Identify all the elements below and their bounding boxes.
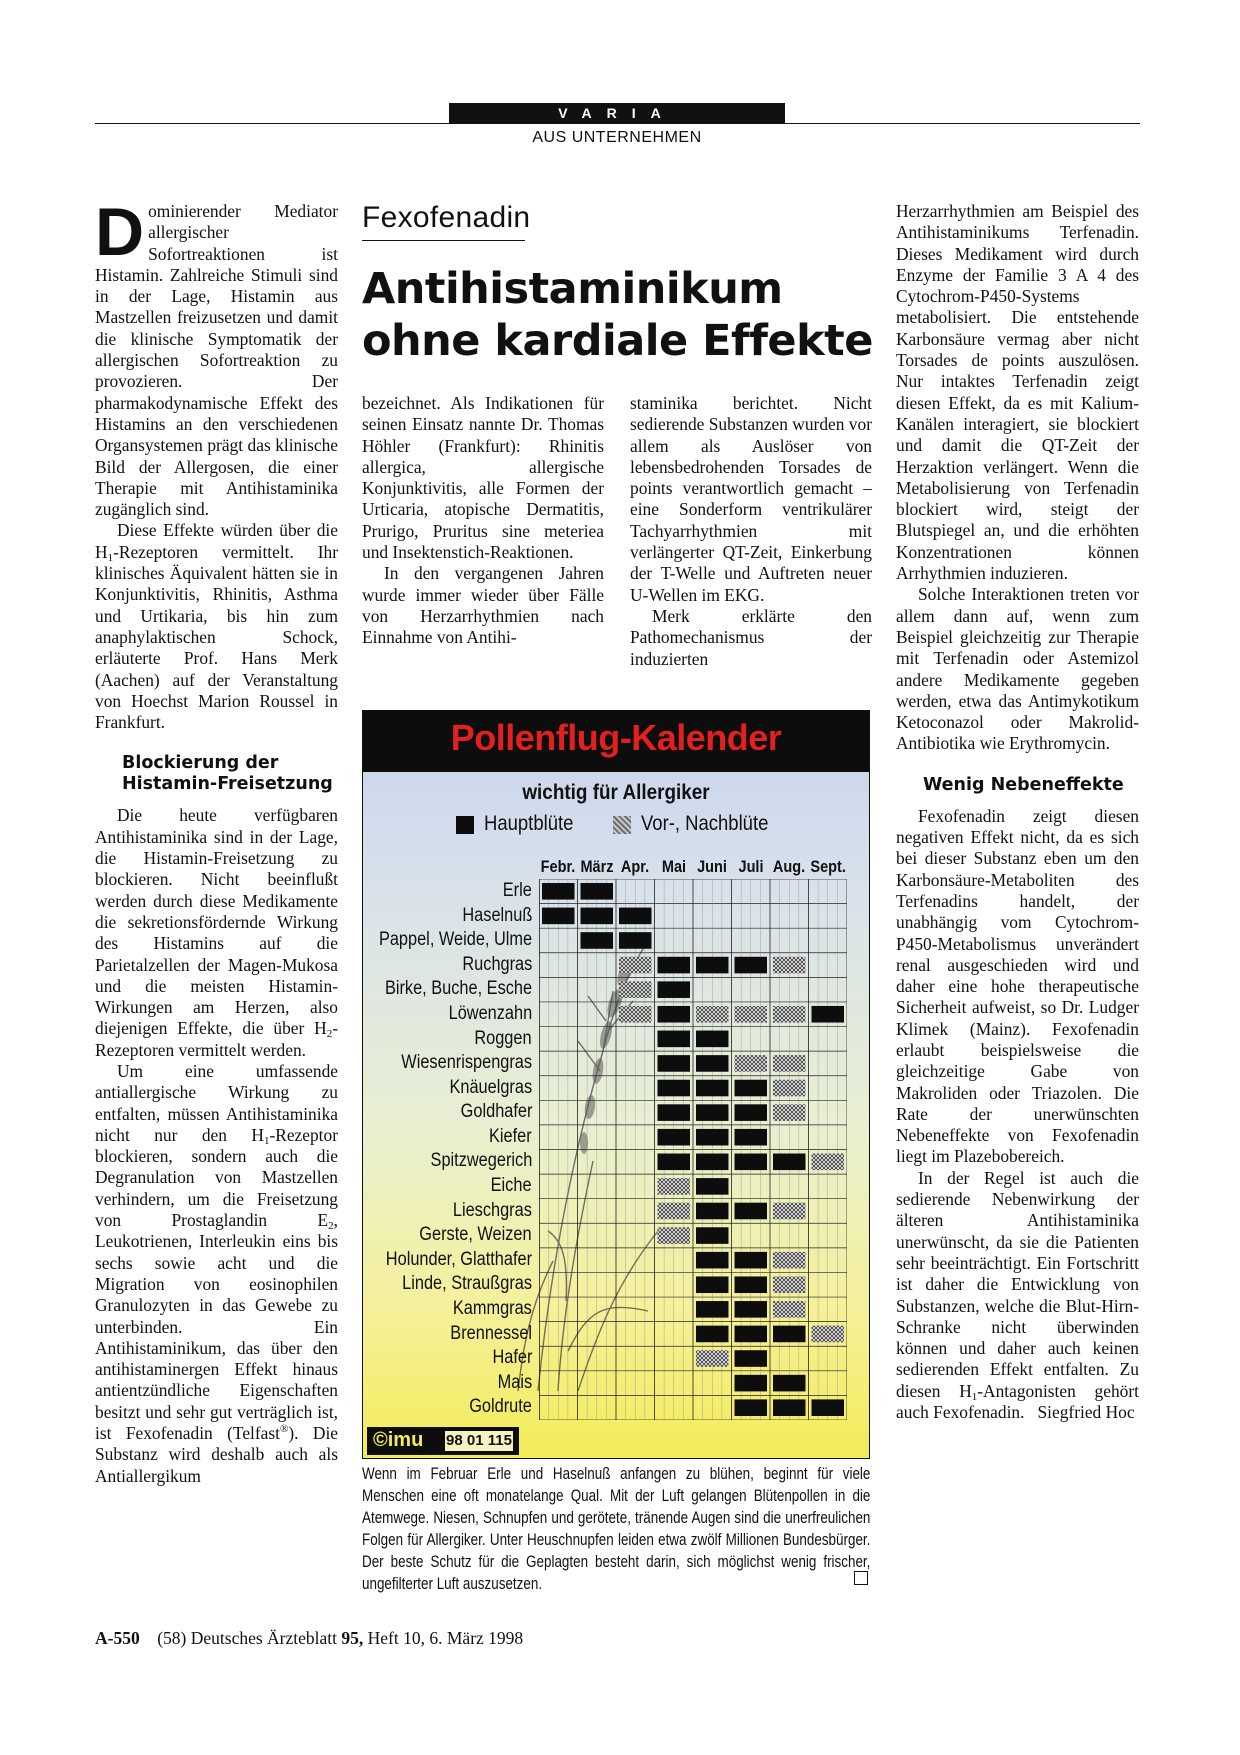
month-label: Juni	[697, 858, 728, 876]
month-label: Febr.	[540, 858, 576, 876]
paragraph: Um eine umfassende antiallergische Wirkung zu entfalten, müssen Antihistaminika nicht nur den $H_1$-Rezeptor blockieren, sondern auch die Degranulation von Mastzellen verhindern, um die Freisetzung von Prostaglandin $E_2$, Leukotrienen, Interleukin eins bis sechs sowie acht und die Migration von eosinophilen Granulozyten in das Gewebe zu unterbinden. Ein Antihistaminikum, das über den antihistaminergen Effekt hinaus antientzündliche Eigenschaften besitzt und sehr gut verträglich ist, ist Fexofenadin (Telfast®). Die Substanz wird deshalb auch als Antiallergikum	[95, 1060, 338, 1486]
bloom-cell-main	[696, 1203, 729, 1220]
plant-label: Knäuelgras	[449, 1076, 532, 1098]
plant-label: Birke, Buche, Esche	[384, 978, 532, 1000]
bloom-cell-main	[735, 1129, 768, 1146]
paragraph: bezeichnet. Als Indikationen für seinen Einsatz nannte Dr. Thomas Höhler (Frankfurt): Rhinitis allergica, allergische Konjunktivitis, alle Formen der Urticaria, atopische Dermatitis, Prurigo, Pruritus sine meteriea und Insektenstich-Reaktionen.	[362, 393, 604, 563]
bloom-cell-main	[735, 957, 768, 974]
month-label: Juli	[738, 858, 764, 876]
bloom-cell-main	[812, 1006, 845, 1023]
subheading: Blockierung der Histamin-Freisetzung	[122, 753, 333, 795]
bloom-cell-main	[735, 1080, 768, 1097]
kicker-rule	[362, 240, 525, 241]
bloom-cell-main	[581, 883, 614, 900]
bloom-cell-side	[773, 1104, 806, 1121]
plant-label: Wiesenrispengras	[401, 1052, 532, 1074]
bloom-cell-side	[696, 1350, 729, 1367]
paragraph: Herzarrhythmien am Beispiel des Antihistaminikums Terfenadin. Dieses Medikament wird durch Enzyme der Familie 3 A 4 des Cytochrom-P450-Systems metabolisiert. Die entstehende Karbonsäure vermag aber nicht Torsades de points auszulösen. Nur intaktes Terfenadin zeigt diesen Effekt, da es mit Kalium-Kanälen interagiert, sie blockiert und damit die QT-Zeit der Herzaktion verlängert. Wenn die Metabolisierung von Terfenadin blockiert wird, steigt der Blutspiegel an, und die erhöhten Konzentrationen können Arrhythmien induzieren.	[896, 201, 1139, 584]
bloom-cell-main	[696, 1154, 729, 1171]
plant-label: Pappel, Weide, Ulme	[378, 929, 532, 951]
bloom-cell-main	[696, 1326, 729, 1343]
paragraph: Fexofenadin zeigt diesen negativen Effekt nicht, da es sich bei dieser Substanz eben um den Karbonsäure-Metaboliten des Terfenadins handelt, der unabhängig vom Cytochrom-P450-Metabolismus unverändert renal ausgeschieden wird und daher eine hohe therapeutische Sicherheit aufweist, so Dr. Ludger Klimek (Mainz). Fexofenadin erlaubt beispielsweise die gleichzeitige Gabe von Makroliden oder Triazolen. Die Rate der unerwünschten Nebeneffekte von Fexofenadin liegt im Plazebobereich.	[896, 805, 1139, 1167]
bloom-cell-main	[658, 1006, 691, 1023]
figure-caption: Wenn im Februar Erle und Haselnuß anfangen zu blühen, beginnt für viele Menschen eine oft monatelange Qual. Mit der Luft gelangen Blütenpollen in die Atemwege. Niesen, Schnupfen und gerötete, tränende Augen sind die unerfreulichen Folgen für Allergiker. Unter Heuschnupfen leiden etwa zwölf Millionen Bundesbürger. Der beste Schutz für die Geplagten besteht darin, sich möglichst wenig frischer, ungefilterter Luft auszusetzen.	[362, 1465, 871, 1593]
article-headline: Antihistaminikum ohne kardiale Effekte	[362, 264, 873, 366]
figure-subtitle: wichtig für Allergiker	[522, 781, 710, 804]
plant-label: Erle	[502, 879, 532, 901]
column-1	[95, 194, 338, 1487]
bloom-cell-side	[658, 1227, 691, 1244]
bloom-cell-main	[735, 1203, 768, 1220]
plant-label: Lieschgras	[452, 1199, 532, 1221]
bloom-cell-main	[812, 1399, 845, 1416]
plant-label: Löwenzahn	[448, 1002, 532, 1024]
bloom-cell-main	[658, 1129, 691, 1146]
paragraph: Diese Effekte würden über die $H_1$-Rezeptoren vermittelt. Ihr klinisches Äquivalent hätten sie in Konjunktivitis, Rhinitis, Asthma und Urtikaria, bis hin zum anaphylaktischen Schock, erläuterte Prof. Hans Merk (Aachen) auf der Veranstaltung von Hoechst Marion Roussel in Frankfurt.	[95, 520, 338, 733]
bloom-cell-main	[658, 1154, 691, 1171]
bloom-cell-main	[735, 1350, 768, 1367]
plant-label: Roggen	[474, 1027, 532, 1049]
bloom-cell-side	[773, 1301, 806, 1318]
month-label: Mai	[661, 858, 686, 876]
bloom-cell-main	[735, 1276, 768, 1293]
plant-label: Mais	[497, 1371, 532, 1393]
bloom-cell-main	[735, 1154, 768, 1171]
plant-label: Holunder, Glatthafer	[385, 1248, 532, 1270]
paragraph: In den vergangenen Jahren wurde immer wieder über Fälle von Herzarrhythmien nach Einnahme von Antihi-	[362, 563, 604, 648]
plant-label: Gerste, Weizen	[419, 1224, 532, 1246]
bloom-cell-side	[696, 1006, 729, 1023]
bloom-cell-side	[773, 957, 806, 974]
paragraph: Dominierender Mediator allergischer Sofortreaktionen ist Histamin. Zahlreiche Stimuli sind in der Lage, Histamin aus Mastzellen freizusetzen und damit die klinische Symptomatik der allergischen Sofortreaktion zu provozieren. Der pharmakodynamische Effekt des Histamins an den verschiedenen Organsystemen prägt das klinische Bild der Allergosen, die einer Therapie mit Antihistaminika zugänglich sind.	[95, 194, 338, 520]
bloom-cell-main	[696, 1104, 729, 1121]
bloom-cell-main	[542, 908, 575, 925]
bloom-cell-main	[619, 908, 652, 925]
bloom-cell-side	[619, 957, 652, 974]
month-label: Sept.	[810, 858, 846, 876]
bloom-cell-main	[696, 1129, 729, 1146]
paragraph: Merk erklärte den Pathomechanismus der induzierten	[630, 605, 872, 669]
bloom-cell-main	[619, 932, 652, 949]
bloom-cell-side	[812, 1154, 845, 1171]
bloom-cell-side	[773, 1252, 806, 1269]
subsection-label: AUS UNTERNEHMEN	[532, 129, 702, 146]
bloom-cell-main	[773, 1154, 806, 1171]
bloom-cell-main	[658, 957, 691, 974]
page-number: A-550	[95, 1628, 140, 1648]
bloom-cell-main	[735, 1252, 768, 1269]
bloom-cell-side	[735, 1006, 768, 1023]
bloom-cell-side	[619, 981, 652, 998]
paragraph: Die heute verfügbaren Antihistaminika sind in der Lage, die Histamin-Freisetzung zu blockieren. Nicht beeinflußt werden durch diese Medikamente die sekretionsfördernde Wirkung des Histamins auf die Parietalzellen der Magen-Mukosa und die meisten Histamin-Wirkungen am Herzen, also diejenigen Effekte, die über $H_2$-Rezeptoren vermittelt werden.	[95, 805, 338, 1060]
bloom-cell-side	[619, 1006, 652, 1023]
bloom-cell-main	[696, 1031, 729, 1048]
bloom-cell-main	[696, 1276, 729, 1293]
bloom-cell-main	[773, 1399, 806, 1416]
paragraph: staminika berichtet. Nicht sedierende Substanzen wurden vor allem als Auslöser von lebensbedrohenden Torsades de points verantwortlich gemacht – eine Sonderform ventrikulärer Tachyarrhythmien mit verlängerter QT-Zeit, Einkerbung der T-Welle und Auftreten neuer U-Wellen im EKG.	[630, 393, 872, 605]
journal-name: (58) Deutsches Ärzteblatt	[157, 1628, 338, 1648]
plant-label: Hafer	[492, 1347, 532, 1369]
bloom-cell-main	[696, 1080, 729, 1097]
bloom-cell-main	[696, 1055, 729, 1072]
page-footer	[95, 1628, 523, 1649]
month-label: Apr.	[621, 858, 650, 876]
bloom-cell-side	[773, 1006, 806, 1023]
figure-title: Pollenflug-Kalender	[450, 717, 782, 758]
bloom-cell-main	[658, 1104, 691, 1121]
bloom-cell-side	[773, 1080, 806, 1097]
bloom-cell-main	[735, 1326, 768, 1343]
plant-label: Goldhafer	[460, 1101, 532, 1123]
bloom-cell-main	[773, 1326, 806, 1343]
bloom-cell-side	[773, 1276, 806, 1293]
month-label: März	[580, 858, 614, 876]
plant-label: Kammgras	[453, 1298, 532, 1320]
legend-label-side: Vor-, Nachblüte	[641, 812, 769, 835]
bloom-cell-main	[696, 1301, 729, 1318]
figure-code: 98 01 115	[446, 1432, 512, 1449]
article-kicker: Fexofenadin	[362, 201, 531, 234]
bloom-cell-side	[658, 1178, 691, 1195]
drop-cap: D	[95, 194, 145, 270]
bloom-cell-main	[658, 1031, 691, 1048]
bloom-cell-main	[696, 1178, 729, 1195]
author: Siegfried Hoc	[1037, 1402, 1135, 1423]
section-label: VARIA	[449, 103, 785, 124]
bloom-cell-main	[581, 908, 614, 925]
legend-swatch-side	[613, 816, 631, 834]
paragraph: In der Regel ist auch die sedierende Nebenwirkung der älteren Antihistaminika unerwünscht, da sie die Patienten sehr beeinträchtigt. Ein Fortschritt ist daher die Entwicklung von Substanzen, welche die Blut-Hirn-Schranke nicht überwinden können und daher auch keinen sedierenden Effekt entfalten. Zu diesen $H_1$-Antagonisten gehört auch Fexofenadin. Siegfried Hoc	[896, 1167, 1139, 1423]
subheading: Wenig Nebeneffekte	[923, 774, 1124, 795]
column-4	[896, 201, 1139, 1423]
credit-label: ©imu	[373, 1429, 424, 1451]
bloom-cell-main	[735, 1104, 768, 1121]
plant-label: Spitzwegerich	[430, 1150, 532, 1172]
bloom-cell-main	[542, 883, 575, 900]
bloom-cell-main	[696, 1252, 729, 1269]
bloom-cell-main	[735, 1375, 768, 1392]
bloom-cell-main	[735, 1399, 768, 1416]
plant-label: Haselnuß	[462, 904, 532, 926]
pollen-calendar-figure	[362, 710, 870, 1459]
bloom-cell-side	[773, 1055, 806, 1072]
bloom-cell-side	[773, 1203, 806, 1220]
legend-swatch-main	[456, 816, 474, 834]
plant-label: Eiche	[491, 1175, 532, 1197]
month-label: Aug.	[773, 858, 806, 876]
bloom-cell-main	[735, 1301, 768, 1318]
column-2	[362, 393, 604, 649]
plant-label: Brennessel	[450, 1322, 532, 1344]
bloom-cell-main	[581, 932, 614, 949]
plant-label: Goldrute	[469, 1396, 532, 1418]
plant-label: Kiefer	[489, 1125, 532, 1147]
header-rule	[95, 123, 1140, 124]
bloom-cell-main	[658, 1080, 691, 1097]
bloom-cell-main	[658, 981, 691, 998]
bloom-cell-side	[735, 1055, 768, 1072]
bloom-cell-main	[696, 1227, 729, 1244]
paragraph: Solche Interaktionen treten vor allem dann auf, wenn zum Beispiel gleichzeitig zur Therapie mit Terfenadin oder Astemizol andere Medikamente gegeben werden, etwa das Antimykotikum Ketoconazol oder Makrolid-Antibiotika wie Erythromycin.	[896, 584, 1139, 754]
plant-label: Ruchgras	[462, 953, 532, 975]
legend-label-main: Hauptblüte	[484, 812, 574, 835]
issue-date: Heft 10, 6. März 1998	[367, 1628, 524, 1648]
column-3	[630, 393, 872, 670]
bloom-cell-side	[812, 1326, 845, 1343]
plant-label: Linde, Straußgras	[402, 1273, 532, 1295]
bloom-cell-main	[773, 1375, 806, 1392]
bloom-cell-main	[696, 957, 729, 974]
volume: 95,	[341, 1628, 364, 1648]
bloom-cell-main	[658, 1055, 691, 1072]
bloom-cell-side	[658, 1203, 691, 1220]
pollen-grid	[539, 879, 847, 1420]
end-mark	[854, 1571, 868, 1585]
